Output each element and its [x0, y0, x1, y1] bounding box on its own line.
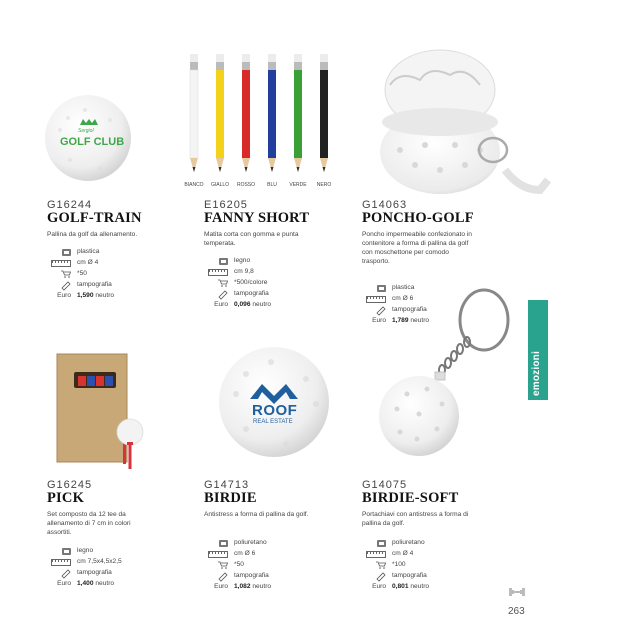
print-value: tampografia: [77, 569, 112, 576]
pencil-red: [242, 54, 250, 172]
quantity-value: *50: [77, 270, 87, 277]
price-value: 0,801 neutro: [392, 583, 430, 590]
dumbbell-icon: [508, 585, 526, 604]
print-icon: [376, 572, 386, 580]
ruler-icon: [51, 260, 71, 267]
cart-icon: [376, 561, 386, 569]
ruler-icon: [208, 269, 228, 276]
print-value: tampografia: [392, 306, 427, 313]
product-description: Pallina da golf da allenamento.: [47, 231, 138, 238]
ball-logo-sub: REAL ESTATE: [253, 419, 293, 425]
cart-icon: [218, 279, 228, 287]
pencil-blue: [268, 54, 276, 172]
pencil-black: [320, 54, 328, 172]
material-value: plastica: [392, 284, 415, 291]
ball-logo-main: ROOF: [252, 402, 298, 419]
color-label-blu: BLU: [267, 182, 277, 188]
page-number: 263: [508, 606, 525, 617]
section-tab-label: promo emozioni: [531, 351, 627, 396]
product-specs: [47, 247, 187, 302]
price-value: 1,400 neutro: [77, 580, 115, 587]
birdie-soft-image: [372, 284, 512, 464]
material-value: legno: [77, 547, 94, 554]
crown-icon: [80, 119, 98, 125]
material-value: poliuretano: [234, 539, 267, 546]
ball-logo-main: GOLF CLUB: [60, 136, 125, 148]
print-icon: [218, 572, 228, 580]
ruler-icon: [51, 559, 71, 566]
currency-label: Euro: [57, 292, 71, 299]
pencil-yellow: [216, 54, 224, 172]
product-specs: [204, 538, 344, 593]
material-icon: [219, 540, 228, 547]
product-code: G14063: [362, 199, 408, 211]
cart-icon: [61, 270, 71, 278]
product-specs: [204, 256, 344, 311]
price-value: 1,590 neutro: [77, 292, 115, 299]
size-value: cm Ø 6: [392, 295, 414, 302]
quantity-value: *50: [234, 561, 244, 568]
product-description: Matita corta con gomma e punta temperata.: [204, 231, 299, 247]
print-value: tampografia: [77, 281, 112, 288]
poncho-golf-image: [370, 40, 548, 200]
product-code: E16205: [204, 199, 248, 211]
print-icon: [61, 281, 71, 289]
material-value: plastica: [77, 248, 100, 255]
product-name: GOLF-TRAIN: [47, 210, 142, 226]
keyring-icon: [460, 290, 508, 350]
currency-label: Euro: [214, 583, 228, 590]
product-name: PONCHO-GOLF: [362, 210, 474, 226]
print-value: tampografia: [234, 572, 269, 579]
product-code: G14713: [204, 479, 250, 491]
size-value: cm 9,8: [234, 268, 254, 275]
print-icon: [61, 569, 71, 577]
color-label-nero: NERO: [316, 182, 332, 188]
material-icon: [62, 249, 71, 256]
product-code: G16244: [47, 199, 93, 211]
golf-train-image: [40, 90, 140, 190]
birdie-image: [216, 344, 336, 464]
ruler-icon: [366, 551, 386, 558]
product-description: Poncho impermeabile confezionato in contenitore a forma di pallina da golf con moschettone per comodo trasporto.: [362, 231, 472, 265]
size-value: cm 7,5x4,5x2,5: [77, 558, 122, 565]
product-description: Antistress a forma di pallina da golf.: [204, 511, 309, 518]
size-value: cm Ø 4: [392, 550, 414, 557]
pick-image: [52, 350, 157, 470]
material-icon: [62, 548, 71, 555]
print-value: tampografia: [392, 572, 427, 579]
currency-label: Euro: [372, 583, 386, 590]
size-value: cm Ø 4: [77, 259, 99, 266]
quantity-value: *500/colore: [234, 279, 268, 286]
ruler-icon: [208, 551, 228, 558]
product-description: Portachiavi con antistress a forma di pallina da golf.: [362, 511, 469, 527]
currency-label: Euro: [214, 301, 228, 308]
currency-label: Euro: [372, 317, 386, 324]
size-value: cm Ø 6: [234, 550, 256, 557]
product-specs: [47, 546, 187, 590]
product-code: G16245: [47, 479, 93, 491]
quantity-value: *100: [392, 561, 406, 568]
material-icon: [377, 540, 386, 547]
fanny-short-image: [180, 50, 340, 190]
ball-logo-top: Sergiol: [78, 128, 94, 134]
color-label-rosso: ROSSO: [236, 182, 256, 188]
color-label-giallo: GIALLO: [210, 182, 230, 188]
section-tab: [528, 300, 627, 400]
product-specs: [362, 538, 502, 593]
product-code: G14075: [362, 479, 408, 491]
material-icon: [219, 258, 228, 265]
print-icon: [218, 290, 228, 298]
material-value: poliuretano: [392, 539, 425, 546]
product-name: FANNY SHORT: [204, 210, 310, 226]
pencil-white: [190, 54, 198, 172]
color-label-bianco: BIANCO: [184, 182, 204, 188]
pencil-green: [294, 54, 302, 172]
product-name: BIRDIE-SOFT: [362, 490, 459, 506]
product-description: Set composto da 12 tee da allenamento di 7 cm in colori assortiti.: [47, 511, 131, 536]
material-value: legno: [234, 257, 251, 264]
print-value: tampografia: [234, 290, 269, 297]
cart-icon: [218, 561, 228, 569]
currency-label: Euro: [57, 580, 71, 587]
price-value: 1,082 neutro: [234, 583, 272, 590]
price-value: 0,096 neutro: [234, 301, 272, 308]
product-name: PICK: [47, 490, 85, 506]
color-label-verde: VERDE: [289, 182, 307, 188]
price-value: 1,789 neutro: [392, 317, 430, 324]
product-name: BIRDIE: [204, 490, 257, 506]
